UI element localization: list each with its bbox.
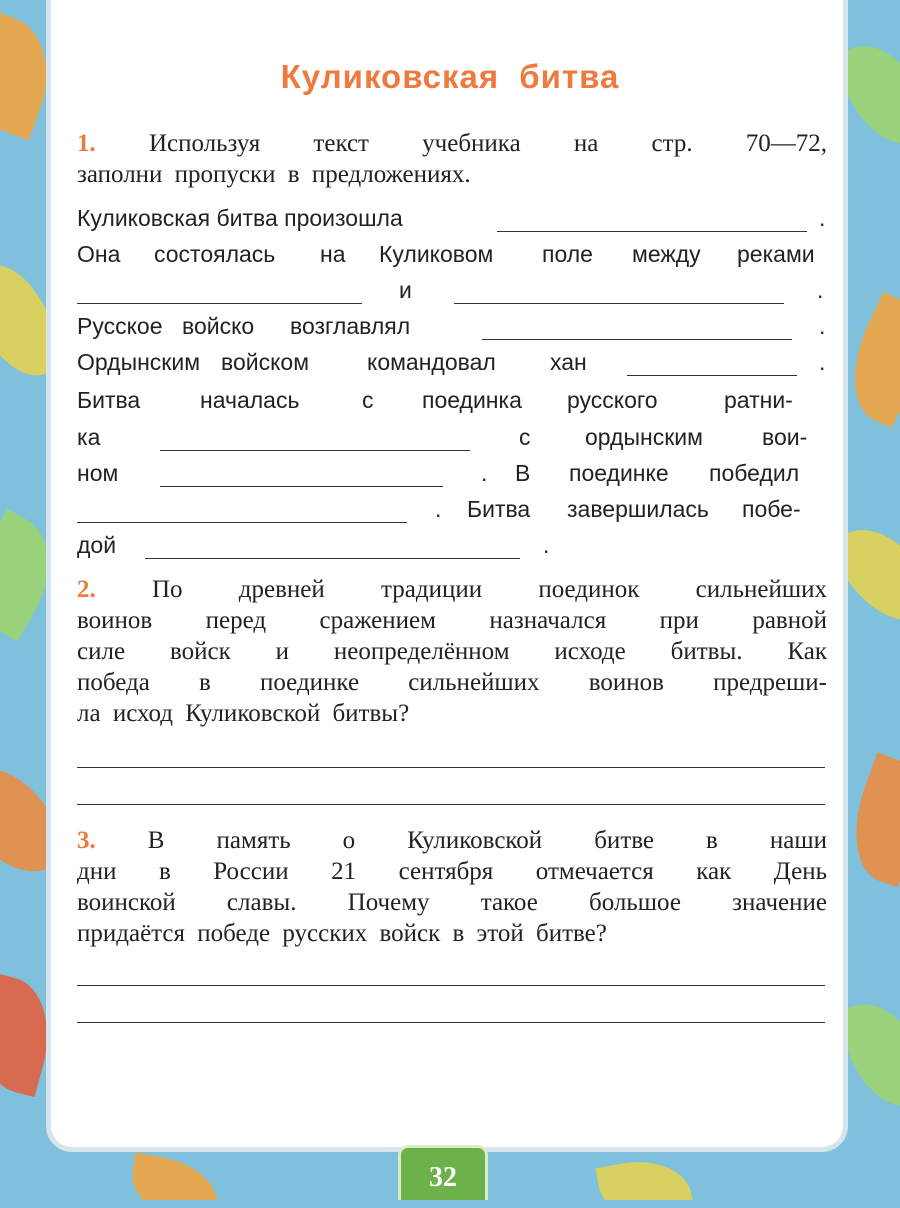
blank-battle-winner[interactable] [145,532,520,559]
task3-number: 3. [77,827,96,854]
task1-sentence-2: Она состоялась на Куликовом поле между реками [77,241,815,267]
blank-russian-commander[interactable] [482,313,792,340]
task2-question-line1: 2. По древней традиции поединок сильнейших [77,576,827,603]
task1-instruction-line1: 1. Используя текст учебника на стр. 70—72, [77,130,828,157]
task1-sentence-6: Битва началась с поединка русского ратни- [77,387,793,413]
task1-sentence-9: . Битва завершилась побе- [77,496,827,525]
task3-question-line3: воинской славы. Почему такое большое значение [77,889,827,916]
task3-question-line2: дни в России 21 сентября отмечается как День [77,858,827,885]
task1-sentence-5: Ордынским войском командовал хан . [77,349,826,375]
blank-river-1[interactable] [77,277,362,304]
task2-answer-line-1[interactable] [77,767,825,768]
task2-question-line4: победа в поединке сильнейших воинов предреши- [77,669,827,696]
task1-sentence-8: ном . В поединке победил [77,460,800,486]
task3-question-line1: 3. В память о Куликовской битве в наши [77,827,827,854]
task2-question-line2: воинов перед сражением назначался при равной [77,607,827,634]
page-title: Куликовская битва [280,58,620,95]
task3-answer-line-1[interactable] [77,985,825,986]
task2-number: 2. [77,576,96,603]
blank-river-2[interactable] [454,277,784,304]
task1-sentence-1: Куликовская битва произошла . [77,205,826,231]
blank-duel-winner[interactable] [77,496,407,523]
task2-answer-line-2[interactable] [77,804,825,805]
blank-horde-warrior[interactable] [160,460,443,487]
page-number-badge: 32 [398,1145,488,1200]
task1-number: 1. [77,130,96,157]
task1-sentence-7: ка с ордынским вои- [77,424,808,450]
task1-sentence-3: и . [77,277,827,306]
task3-answer-line-2[interactable] [77,1022,825,1023]
blank-horde-khan[interactable] [627,349,797,376]
task2-question-line3: силе войск и неопределённом исходе битвы. Как [77,638,827,665]
task1-sentence-4: Русское войско возглавлял . [77,313,826,339]
blank-battle-date[interactable] [497,205,807,232]
task1-sentence-10: дой . [77,532,550,558]
task2-question-line5: ла исход Куликовской битвы? [77,700,410,727]
blank-russian-warrior[interactable] [160,424,470,451]
task3-question-line4: придаётся победе русских войск в этой битве? [77,920,607,947]
task1-instruction-line2: заполни пропуски в предложениях. [77,161,471,188]
